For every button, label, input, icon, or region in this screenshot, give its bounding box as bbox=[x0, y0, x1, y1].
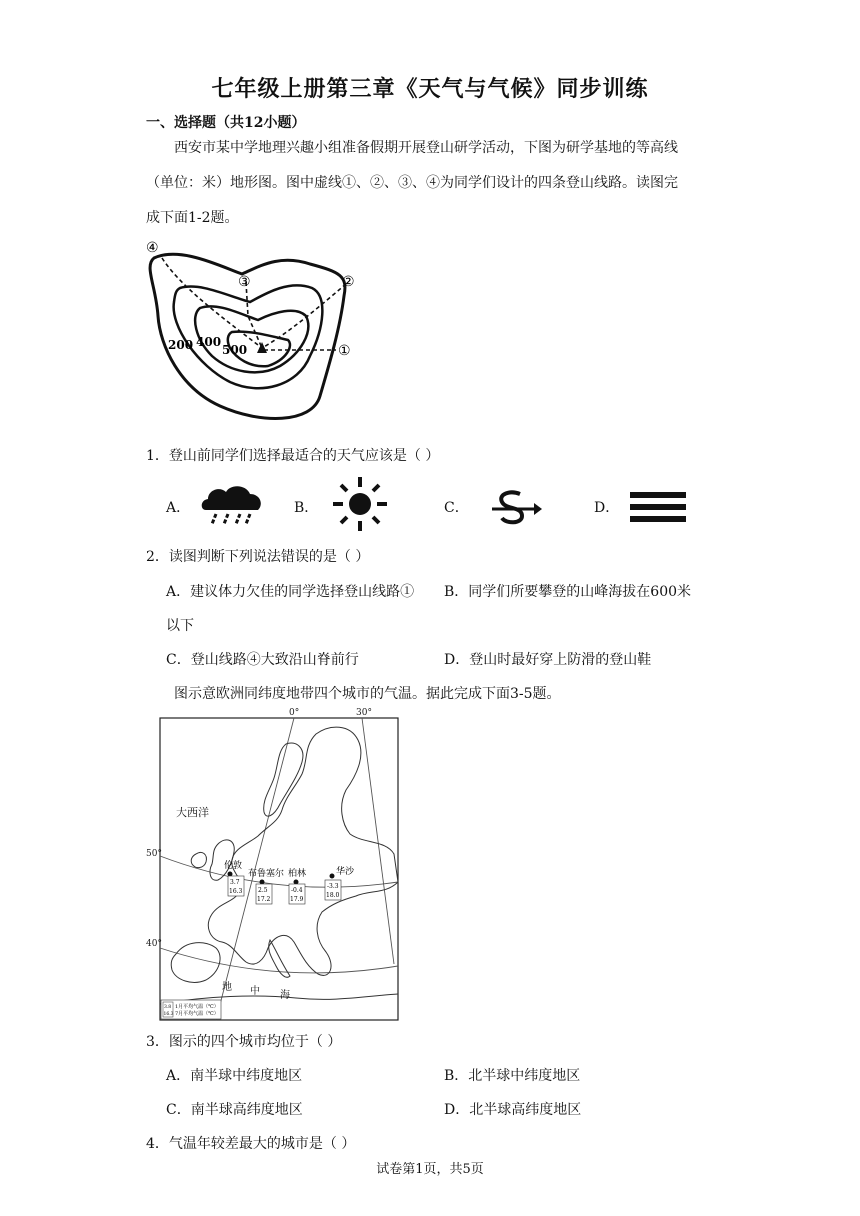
q2-option-d: D．登山时最好穿上防滑的登山鞋 bbox=[444, 652, 652, 668]
q2-option-a: A．建议体力欠佳的同学选择登山线路① bbox=[166, 584, 415, 600]
page-footer: 试卷第1页，共5页 bbox=[376, 1162, 484, 1177]
q3-option-d: D．北半球高纬度地区 bbox=[444, 1102, 582, 1118]
q3-option-b: B．北半球中纬度地区 bbox=[444, 1068, 581, 1084]
map-legend bbox=[161, 1000, 221, 1019]
route-3 bbox=[246, 282, 262, 348]
q2-option-c: C．登山线路④大致沿山脊前行 bbox=[166, 652, 359, 668]
q3-option-c: C．南半球高纬度地区 bbox=[166, 1102, 303, 1118]
rain-cloud-icon bbox=[198, 482, 268, 530]
q1-option-b-letter: B． bbox=[294, 500, 319, 516]
question-4-stem: 4．气温年较差最大的城市是（ ） bbox=[146, 1136, 356, 1152]
intro-paragraph bbox=[146, 131, 716, 236]
elevation-label-400: 400 bbox=[196, 335, 222, 349]
legend-sample-1: 3.8 bbox=[164, 1005, 172, 1010]
europe-map-figure bbox=[146, 704, 402, 1022]
summit-icon bbox=[257, 342, 267, 353]
q2-option-b: B．同学们所要攀登的山峰海拔在600米 bbox=[444, 584, 692, 600]
lon-label-30: 30° bbox=[356, 708, 372, 718]
lat-label-40: 40° bbox=[146, 939, 162, 949]
section-heading: 一、选择题（共12小题） bbox=[146, 115, 306, 131]
q3-option-a: A．南半球中纬度地区 bbox=[166, 1068, 303, 1084]
intro-line: 成下面1-2题。 bbox=[146, 210, 239, 226]
route-2 bbox=[262, 284, 346, 348]
city-jan-temp: 2.5 bbox=[258, 887, 268, 894]
legend-line-1: 1月平均气温（℃） bbox=[175, 1004, 219, 1010]
sea-label-1: 地 bbox=[222, 982, 232, 993]
city-jan-temp: -3.3 bbox=[327, 883, 339, 890]
city-name: 华沙 bbox=[336, 867, 355, 877]
sea-label-2: 中 bbox=[250, 986, 260, 997]
lon-label-0: 0° bbox=[289, 708, 300, 718]
route-label-4: ④ bbox=[146, 240, 159, 256]
city-name: 伦敦 bbox=[224, 861, 243, 871]
city-jan-temp: -0.4 bbox=[291, 887, 303, 894]
city-jan-temp: 3.7 bbox=[230, 879, 240, 886]
route-label-2: ② bbox=[342, 274, 355, 290]
page-title: 七年级上册第三章《天气与气候》同步训练 bbox=[211, 76, 649, 102]
question-2-stem: 2．读图判断下列说法错误的是（ ） bbox=[146, 549, 370, 565]
intro-line: 西安市某中学地理兴趣小组准备假期开展登山研学活动，下图为研学基地的等高线 bbox=[174, 140, 678, 156]
city-jul-temp: 17.2 bbox=[257, 896, 271, 903]
ocean-label: 大西洋 bbox=[176, 806, 209, 819]
city-berlin bbox=[288, 867, 306, 904]
legend-line-2: 7月平均气温（℃） bbox=[175, 1011, 219, 1017]
route-label-3: ③ bbox=[238, 274, 251, 290]
q1-option-d-letter: D． bbox=[594, 500, 620, 516]
sunny-icon bbox=[330, 474, 390, 534]
city-jul-temp: 16.3 bbox=[229, 888, 243, 895]
elevation-label-200: 200 bbox=[168, 338, 194, 352]
city-name: 布鲁塞尔 bbox=[248, 869, 285, 879]
route-label-1: ① bbox=[338, 343, 351, 359]
question-1-stem: 1．登山前同学们选择最适合的天气应该是（ ） bbox=[146, 448, 440, 464]
city-jul-temp: 18.0 bbox=[326, 892, 340, 899]
intro-line: （单位：米）地形图。图中虚线①、②、③、④为同学们设计的四条登山线路。读图完 bbox=[146, 175, 678, 191]
q1-option-c-letter: C． bbox=[444, 500, 469, 516]
contour-map-figure bbox=[140, 236, 370, 428]
fog-icon bbox=[628, 490, 688, 524]
city-name: 柏林 bbox=[288, 869, 307, 879]
elevation-label-500: 500 bbox=[222, 343, 248, 357]
intro-2: 图示意欧洲同纬度地带四个城市的气温。据此完成下面3-5题。 bbox=[174, 686, 561, 702]
legend-sample-2: 16.3 bbox=[163, 1012, 174, 1017]
question-3-stem: 3．图示的四个城市均位于（ ） bbox=[146, 1034, 342, 1050]
q1-option-a-letter: A． bbox=[166, 500, 191, 516]
lat-label-50: 50° bbox=[146, 849, 162, 859]
sea-label-3: 海 bbox=[280, 990, 290, 1001]
q2-option-b-continued: 以下 bbox=[166, 618, 194, 634]
sandstorm-icon bbox=[488, 488, 544, 528]
city-jul-temp: 17.9 bbox=[290, 896, 304, 903]
